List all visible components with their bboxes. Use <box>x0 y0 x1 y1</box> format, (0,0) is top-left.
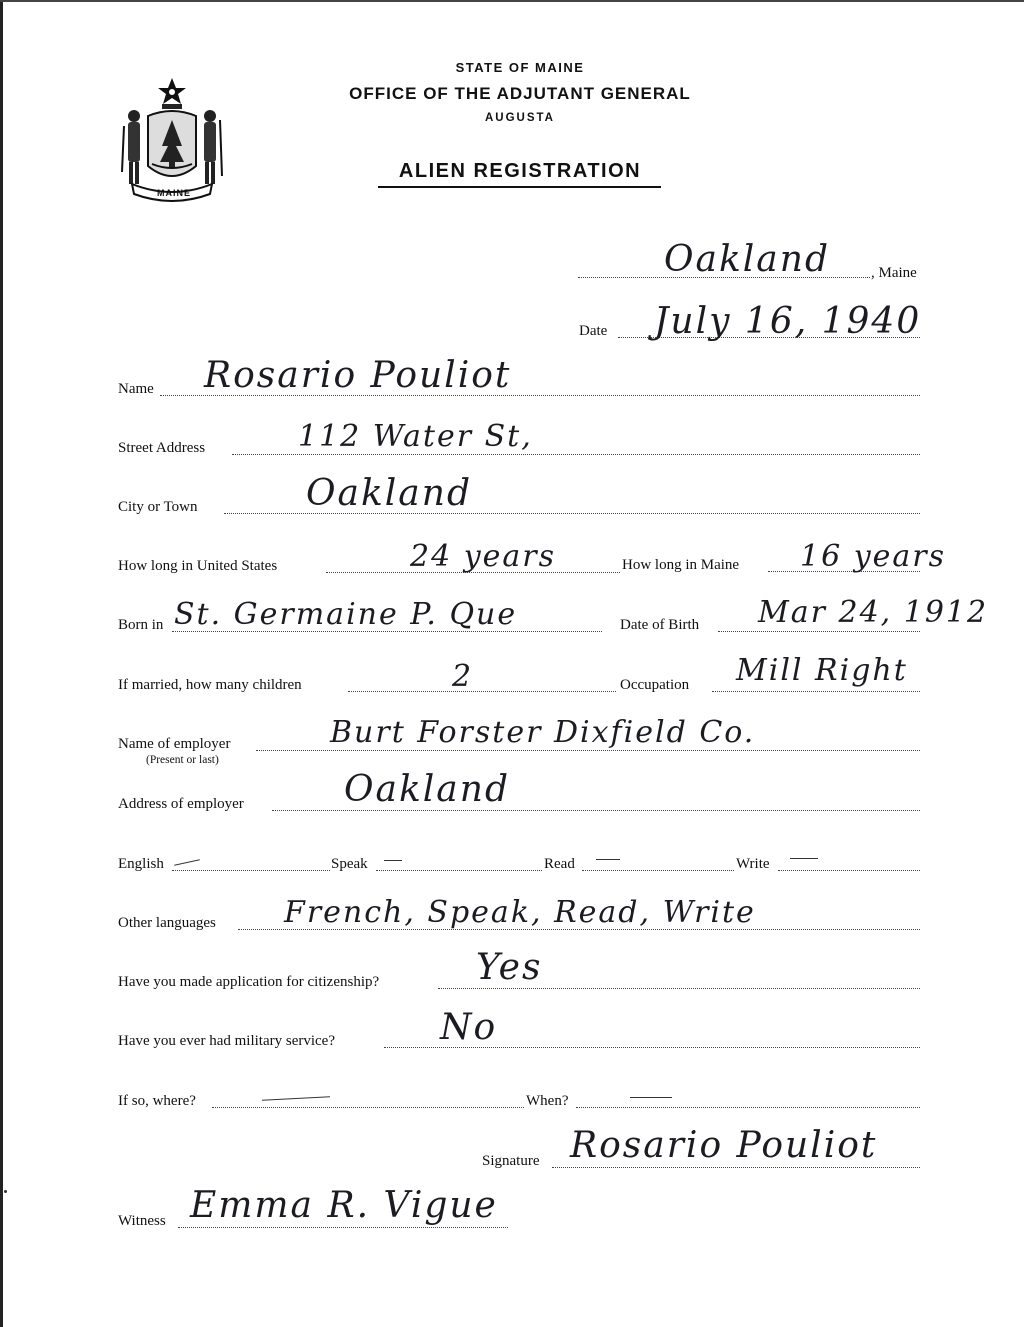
children-label: If married, how many children <box>118 677 302 693</box>
witness-line <box>178 1227 508 1228</box>
scan-speck <box>4 1190 7 1193</box>
city-label: City or Town <box>118 499 198 515</box>
military-value: No <box>440 1007 498 1048</box>
town-value: Oakland <box>664 239 830 280</box>
english-label: English <box>118 856 164 872</box>
citizenship-line <box>438 988 920 989</box>
employer-label: Name of employer <box>118 736 231 752</box>
dob-line <box>718 631 920 632</box>
speak-line <box>376 870 542 871</box>
speak-label: Speak <box>331 856 368 872</box>
title-underline <box>378 186 661 188</box>
when-line <box>576 1107 920 1108</box>
state-heading: STATE OF MAINE <box>455 60 585 75</box>
where-line <box>212 1107 524 1108</box>
street-label: Street Address <box>118 440 206 456</box>
signature-value: Rosario Pouliot <box>570 1125 878 1166</box>
occupation-line <box>712 691 920 692</box>
write-label: Write <box>736 856 770 872</box>
scan-edge-left <box>0 0 3 1327</box>
maine-time-label: How long in Maine <box>622 557 740 573</box>
seal-banner-text: MAINE <box>157 188 191 198</box>
english-line <box>172 870 330 871</box>
occupation-label: Occupation <box>620 677 690 693</box>
read-mark <box>596 859 620 860</box>
city-value: Oakland <box>306 473 472 514</box>
employer-address-line <box>272 810 920 811</box>
born-value: St. Germaine P. Que <box>174 597 518 632</box>
name-label: Name <box>118 381 154 397</box>
employer-line <box>256 750 920 751</box>
children-line <box>348 691 616 692</box>
other-languages-value: French, Speak, Read, Write <box>284 895 756 930</box>
us-label: How long in United States <box>118 558 278 574</box>
us-value: 24 years <box>410 539 557 574</box>
employer-address-value: Oakland <box>344 769 510 810</box>
witness-label: Witness <box>118 1213 166 1229</box>
office-heading: OFFICE OF THE ADJUTANT GENERAL <box>349 84 691 103</box>
street-value: 112 Water St, <box>298 419 533 454</box>
english-check-mark <box>174 859 200 865</box>
read-line <box>582 870 734 871</box>
city-heading: AUGUSTA <box>484 112 555 124</box>
military-label: Have you ever had military service? <box>118 1033 335 1049</box>
read-label: Read <box>544 856 575 872</box>
form-title: ALIEN REGISTRATION <box>398 160 642 182</box>
signature-label: Signature <box>482 1153 540 1169</box>
write-line <box>778 870 920 871</box>
when-mark <box>630 1097 672 1098</box>
dob-label: Date of Birth <box>620 617 700 633</box>
write-mark <box>790 858 818 859</box>
born-label: Born in <box>118 617 164 633</box>
maine-suffix: , Maine <box>871 265 917 281</box>
employer-value: Burt Forster Dixfield Co. <box>330 715 756 750</box>
speak-mark <box>384 860 402 861</box>
when-label: When? <box>526 1093 569 1109</box>
occupation-value: Mill Right <box>736 653 908 688</box>
scan-edge-top <box>0 0 1024 2</box>
where-label: If so, where? <box>118 1093 196 1109</box>
date-label: Date <box>579 323 608 339</box>
employer-address-label: Address of employer <box>118 796 244 812</box>
date-value: July 16, 1940 <box>654 301 922 342</box>
citizenship-value: Yes <box>476 947 543 988</box>
other-languages-label: Other languages <box>118 915 216 931</box>
signature-line <box>552 1167 920 1168</box>
maine-seal-icon <box>118 76 226 202</box>
where-mark <box>262 1096 330 1101</box>
witness-value: Emma R. Vigue <box>190 1185 498 1226</box>
children-value: 2 <box>452 659 474 694</box>
dob-value: Mar 24, 1912 <box>758 595 989 630</box>
maine-time-value: 16 years <box>800 539 947 574</box>
name-value: Rosario Pouliot <box>204 355 512 396</box>
citizenship-label: Have you made application for citizenship? <box>118 974 380 990</box>
street-line <box>232 454 920 455</box>
employer-sublabel: (Present or last) <box>146 754 219 766</box>
